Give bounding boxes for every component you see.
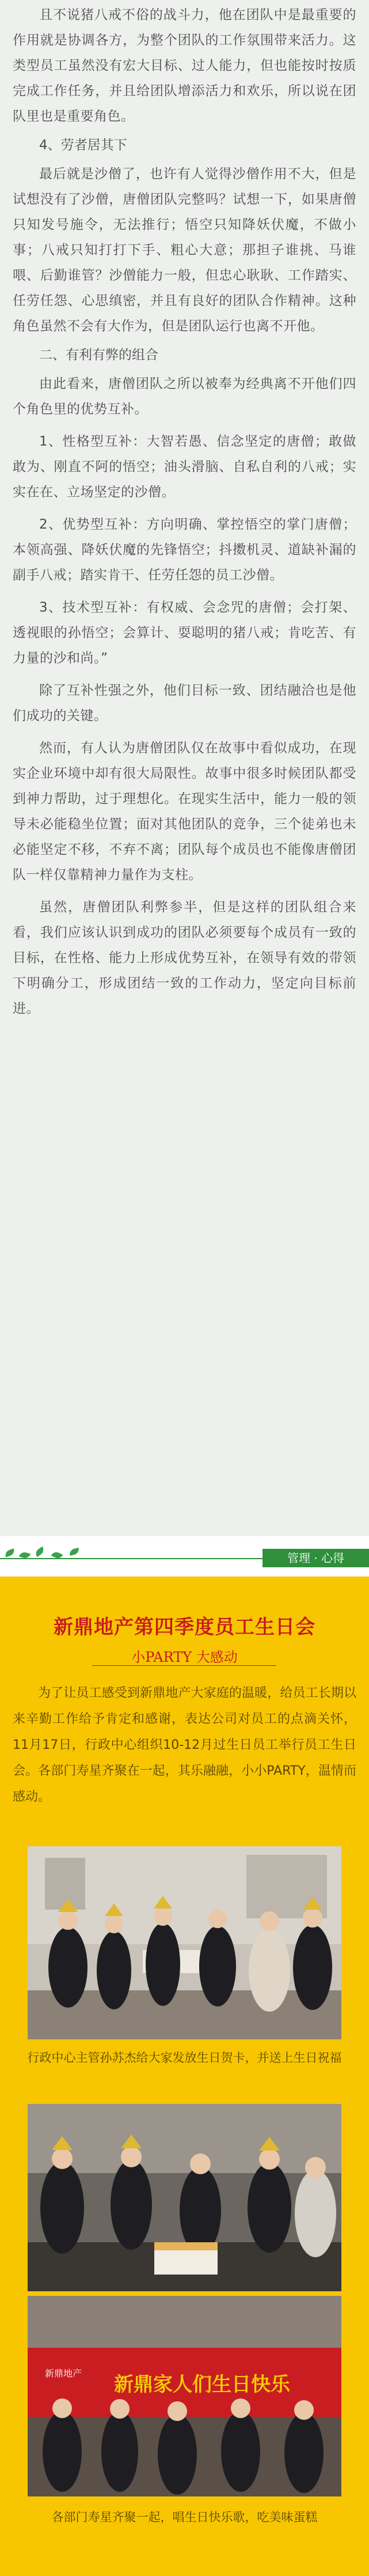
subtitle-underline [92,1665,276,1666]
paragraph-conclusion: 虽然，唐僧团队利弊参半，但是这样的团队组合来看，我们应该认识到成功的团队必须要每个成员有一致的目标，在性格、能力上形成优势互补，在领导有效的带领下明确分工，形成团结一致的工作动力，坚定向目标前进。 [13,900,356,1016]
leaf-icon [34,1547,45,1557]
photo-cake-party [28,2104,341,2291]
paragraph-complement-2: 2、优势型互补：方向明确、掌控悟空的掌门唐僧；本领高强、降妖伏魔的先锋悟空；抖擞机灵、道缺补漏的副手八戒；踏实肯干、任劳任怨的员工沙僧。 [13,517,356,583]
leaf-icon [4,1548,16,1557]
leaf-icon [69,1548,80,1556]
photo-caption-2: 各部门寿星齐聚一起，唱生日快乐歌，吃美味蛋糕 [51,2510,318,2524]
heading-4: 4、劳者居其下 [39,138,127,153]
paragraph-shaseng: 最后就是沙僧了，也许有人觉得沙僧作用不大，但是试想没有了沙僧，唐僧团队完整吗？试想一下，如果唐僧只知发号施令，无法推行；悟空只知降妖伏魔，不做小事；八戒只知打打下手、粗心大意；那担子谁挑、马谁喂、后勤谁管？沙僧能力一般，但忠心耿耿、工作踏实、任劳任怨、心思缜密，并且有良好的团队合作精神。这种角色虽然不会有大作为，但是团队运行也离不开他。 [13,167,356,334]
paragraph-unity: 除了互补性强之外，他们目标一致、团结融洽也是他们成功的关键。 [13,683,356,723]
paragraph-complement-3: 3、技术型互补：有权威、会念咒的唐僧；会打架、透视眼的孙悟空；会算计、耍聪明的猪八戒；肯吃苦、有力量的沙和尚。” [13,600,356,666]
birthday-news-section [0,1576,369,2576]
photo-group-banner-image [28,2296,341,2496]
photo-caption-1: 行政中心主管孙苏杰给大家发放生日贺卡，并送上生日祝福 [27,2051,342,2065]
paragraph-bajie: 且不说猪八戒不俗的战斗力，他在团队中是最重要的作用就是协调各方，为整个团队的工作氛围带来活力。这类型员工虽然没有宏大目标、过人能力，但也能按时按质完成工作任务，并且给团队增添活力和欢乐，所以说在团队里也是重要角色。 [13,7,356,124]
section-tag: 管理 · 心得 [263,1549,369,1567]
section-divider [0,1536,369,1576]
photo-card-distribution-image [28,1846,341,2039]
paragraph-summary: 由此看来，唐僧团队之所以被奉为经典离不开他们四个角色里的优势互补。 [13,376,356,417]
news-title: 新鼎地产第四季度员工生日会 [54,1616,315,1639]
news-body: 为了让员工感受到新鼎地产大家庭的温暖，给员工长期以来辛勤工作给予肯定和感谢，表达公司对员工的点滴关怀，11月17日，行政中心组织10-12月过生日员工举行员工生日会。各部门寿星齐聚在一起，其乐融融，小小PARTY，温情而感动。 [13,1686,356,1804]
paragraph-complement-1: 1、性格型互补：大智若愚、信念坚定的唐僧；敢做敢为、刚直不阿的悟空；油头滑脑、自私自利的八戒；实实在在、立场坚定的沙僧。 [13,434,356,500]
paragraph-however: 然而，有人认为唐僧团队仅在故事中看似成功，在现实企业环境中却有很大局限性。故事中很多时候团队都受到神力帮助，过于理想化。在现实生活中，能力一般的领导未必能稳坐位置；面对其他团队的竞争，三个徒弟也未必能坚定不移，不弃不离；团队每个成员也不能像唐僧团队一样仅靠精神力量作为支柱。 [13,741,356,882]
photo-card-distribution [28,1846,341,2039]
photo-group-banner [28,2296,341,2496]
banner-logo-text: 新鼎地产 [45,2369,82,2379]
heading-section-2: 二、有利有弊的组合 [39,348,158,363]
photo-cake-party-image [28,2104,341,2291]
banner-text: 新鼎家人们生日快乐 [114,2373,290,2396]
news-subtitle: 小PARTY 大感动 [131,1649,238,1665]
